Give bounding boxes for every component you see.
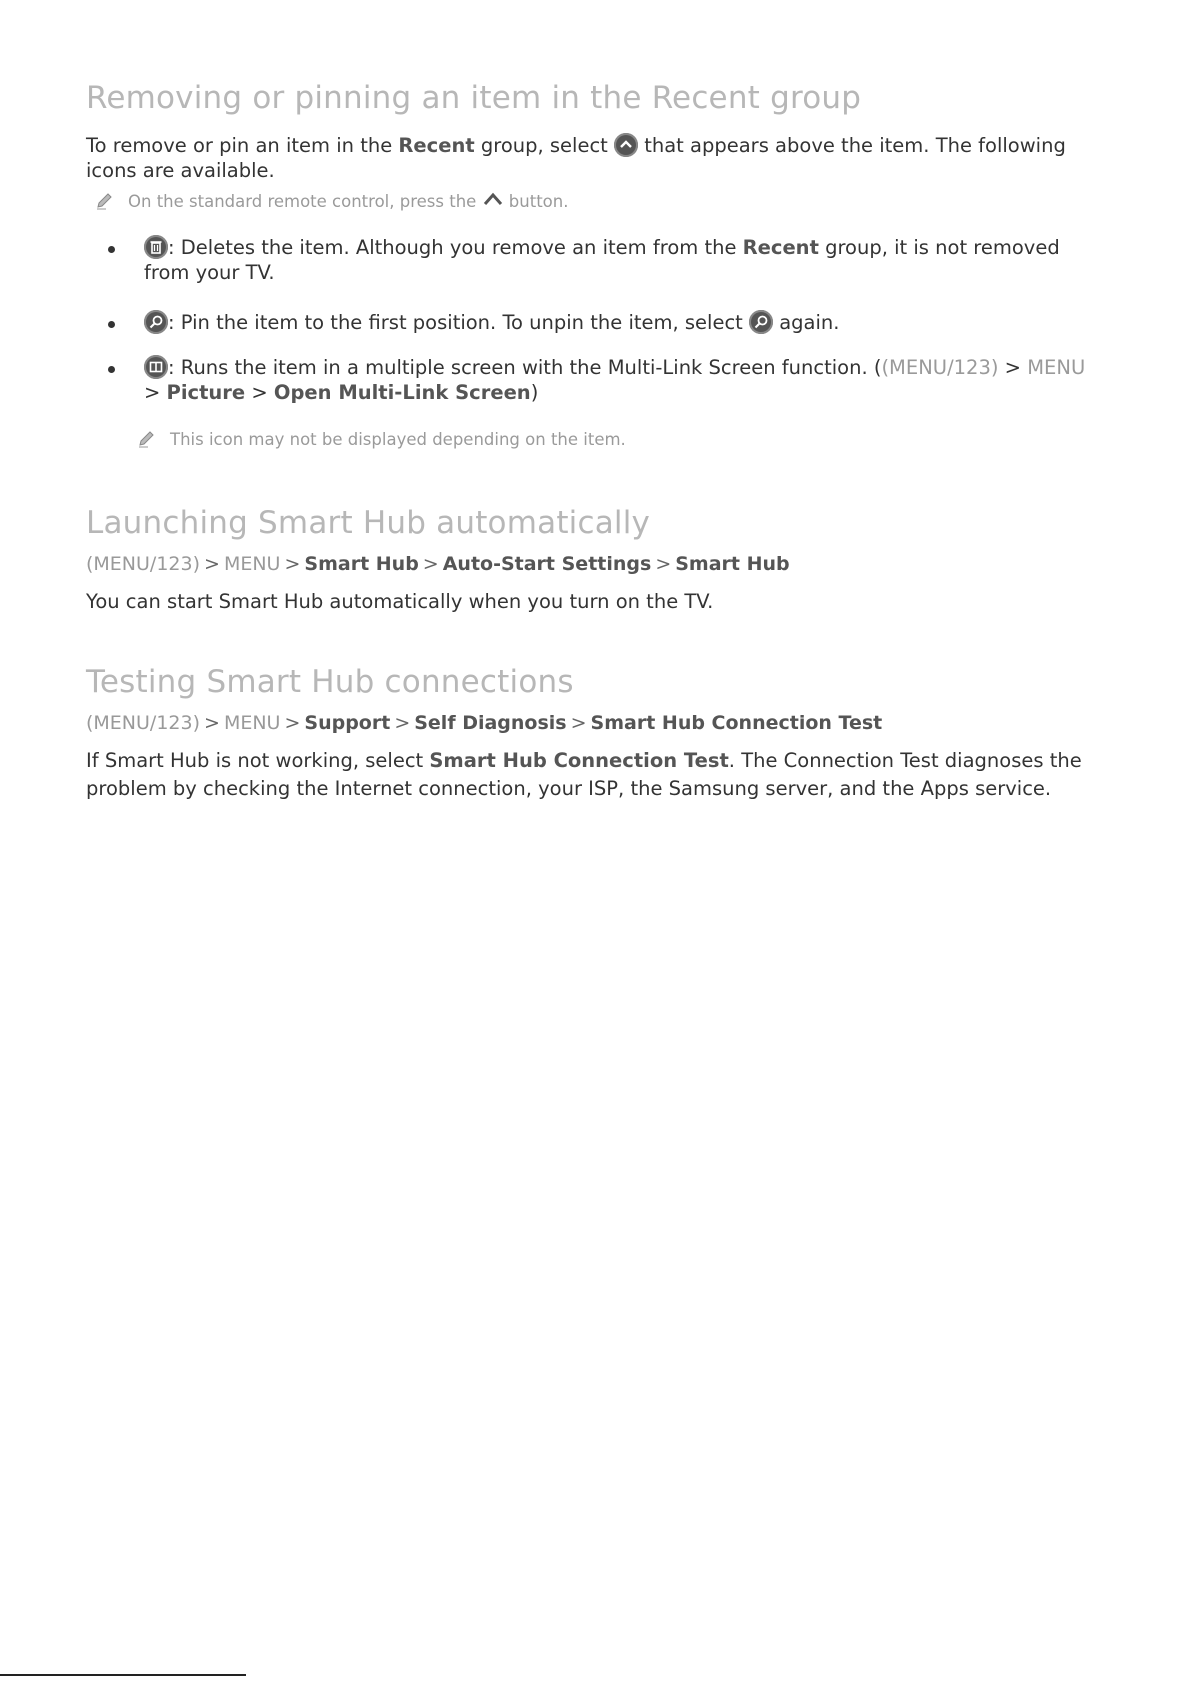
launching-body: You can start Smart Hub automatically when you turn on the TV. [86, 590, 714, 613]
intro-paragraph: To remove or pin an item in the Recent group, select that appears above the item. The following icons are available. [86, 134, 1066, 182]
section-title-launching: Launching Smart Hub automatically [86, 505, 651, 541]
footer-divider [0, 1674, 246, 1676]
pencil-icon [136, 429, 170, 453]
bullet-pin: : Pin the item to the first position. To unpin the item, select again. [108, 310, 1098, 335]
menu-path-launching: (MENU/123) > MENU > Smart Hub > Auto-Start Settings > Smart Hub [86, 553, 790, 575]
section-title-testing: Testing Smart Hub connections [86, 664, 574, 700]
pencil-icon [94, 191, 128, 215]
bullet-delete: : Deletes the item. Although you remove an item from the Recent group, it is not removed from your TV. [108, 235, 1098, 285]
section-title-removing-pinning: Removing or pinning an item in the Recent group [86, 80, 862, 116]
bullet-multilink: : Runs the item in a multiple screen with the Multi-Link Screen function. ((MENU/123) > MENU > Picture > Open Multi-Link Screen) [108, 355, 1098, 405]
menu-path-testing: (MENU/123) > MENU > Support > Self Diagnosis > Smart Hub Connection Test [86, 712, 883, 734]
options-icon [614, 133, 638, 157]
multilink-note: This icon may not be displayed depending on the item. [136, 429, 626, 453]
pin-icon [749, 310, 773, 334]
up-arrow-icon [482, 192, 504, 211]
multilink-icon [144, 355, 168, 379]
testing-body: If Smart Hub is not working, select Smart Hub Connection Test. The Connection Test diagnoses the problem by checking the Internet connection, your ISP, the Samsung server, and the Apps service. [86, 749, 1082, 800]
delete-icon [144, 235, 168, 259]
remote-note: On the standard remote control, press the button. [94, 191, 568, 215]
pin-icon [144, 310, 168, 334]
